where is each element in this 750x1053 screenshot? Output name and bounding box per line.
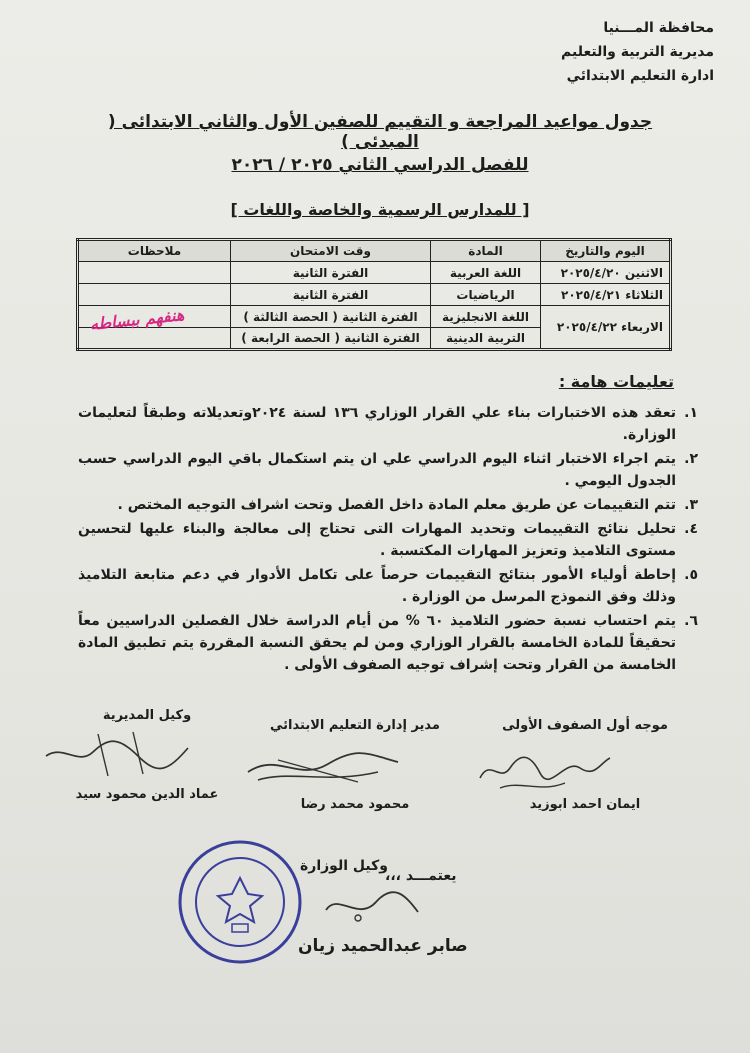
instructions-list [78, 402, 698, 678]
time-cell: الفترة الثانية ( الحصة الرابعة ) [231, 328, 431, 350]
signature-name: محمود محمد رضا [300, 797, 410, 812]
list-item [78, 494, 698, 516]
approval-label: يعتمـــد ،،، [385, 868, 457, 884]
list-item [78, 448, 698, 492]
instructions-heading: تعليمات هامة : [558, 372, 674, 391]
time-cell: الفترة الثانية [231, 262, 431, 284]
handwritten-signature-undersecretary [318, 882, 428, 932]
signature-title: موجه أول الصفوف الأولى [502, 718, 668, 733]
column-header-subject: المادة [431, 240, 541, 262]
item-text: تتم التقييمات عن طريق معلم المادة داخل الفصل وتحت اشراف التوجيه المختص . [117, 497, 676, 513]
watermark-text: هنفهم ببساطه [88, 305, 186, 334]
time-cell: الفترة الثانية [231, 284, 431, 306]
signature-title: مدير إدارة التعليم الابتدائي [270, 718, 440, 733]
directorate-line: مديرية التربية والتعليم [561, 44, 714, 60]
handwritten-signature-deputy [38, 726, 198, 782]
item-text: إحاطة أولياء الأمور بنتائج التقييمات حرصاً على تكامل الأدوار في دعم متابعة التلاميذ وذلك وفق النموذج المرسل من الوزارة . [78, 567, 676, 605]
schedule-table [76, 238, 672, 351]
day-cell: الاثنين ٢٠٢٥/٤/٢٠ [541, 262, 671, 284]
term-title: للفصل الدراسي الثاني ٢٠٢٥ / ٢٠٢٦ [231, 155, 529, 175]
item-text: يتم احتساب نسبة حضور التلاميذ ٦٠ % من أيام الدراسة خلال الفصلين الدراسيين معاً تحقيقاً للمادة الخامسة بالقرار الوزاري ومن لم يحقق النسبة المقررة يتم تطبيق المادة الخامسة من القرار وتحت إشراف توجيه الصفوف الأولى . [78, 613, 676, 673]
item-text: يتم اجراء الاختبار اثناء اليوم الدراسي علي ان يتم استكمال باقي اليوم الدراسي حسب الجدول اليومي . [78, 451, 676, 489]
column-header-notes: ملاحظات [78, 240, 231, 262]
subject-cell: التربية الدينية [431, 328, 541, 350]
item-text: تحليل نتائج التقييمات وتحديد المهارات التى تحتاج إلى معالجة والبناء عليها لتحسين مستوى التلاميذ وتعزيز المهارات المكتسبة . [78, 521, 676, 559]
official-seal [176, 838, 304, 966]
undersecretary-name: صابر عبدالحميد زيان [298, 936, 468, 956]
table-row [78, 262, 671, 284]
subject-cell: اللغة العربية [431, 262, 541, 284]
subject-cell: الرياضيات [431, 284, 541, 306]
table-header-row [78, 240, 671, 262]
signature-name: عماد الدين محمود سيد [75, 787, 219, 802]
table-row [78, 284, 671, 306]
list-item [78, 518, 698, 562]
item-number: ١. [684, 405, 698, 421]
column-header-time: وقت الامتحان [231, 240, 431, 262]
governorate-line: محافظة المـــنيا [603, 20, 714, 36]
item-number: ٣. [684, 497, 698, 513]
notes-cell [78, 262, 231, 284]
day-cell: الثلاثاء ٢٠٢٥/٤/٢١ [541, 284, 671, 306]
list-item [78, 402, 698, 446]
column-header-day: اليوم والتاريخ [541, 240, 671, 262]
item-number: ٢. [684, 451, 698, 467]
day-cell: الاربعاء ٢٠٢٥/٤/٢٢ [541, 306, 671, 350]
subject-cell: اللغة الانجليزية [431, 306, 541, 328]
item-number: ٥. [684, 567, 698, 583]
item-text: تعقد هذه الاختبارات بناء علي القرار الوزاري ١٣٦ لسنة ٢٠٢٤وتعديلاته وطبقاً لتعليمات الوزارة. [78, 405, 676, 443]
administration-line: ادارة التعليم الابتدائي [566, 68, 714, 84]
handwritten-signature-director [238, 742, 408, 792]
item-number: ٤. [684, 521, 698, 537]
letterhead [494, 16, 714, 88]
undersecretary-title: وكيل الوزارة [300, 858, 388, 874]
handwritten-signature-supervisor [470, 738, 620, 798]
signature-title: وكيل المديرية [102, 708, 192, 723]
time-cell: الفترة الثانية ( الحصة الثالثة ) [231, 306, 431, 328]
list-item [78, 610, 698, 676]
document-title: جدول مواعيد المراجعة و التقييم للصفين الأول والثاني الابتدائى ( المبدئى ) [107, 112, 653, 152]
signature-name: ايمان احمد ابوزيد [529, 797, 641, 812]
item-number: ٦. [684, 613, 698, 629]
list-item [78, 564, 698, 608]
schools-subtitle: [ للمدارس الرسمية والخاصة واللغات ] [230, 200, 530, 219]
